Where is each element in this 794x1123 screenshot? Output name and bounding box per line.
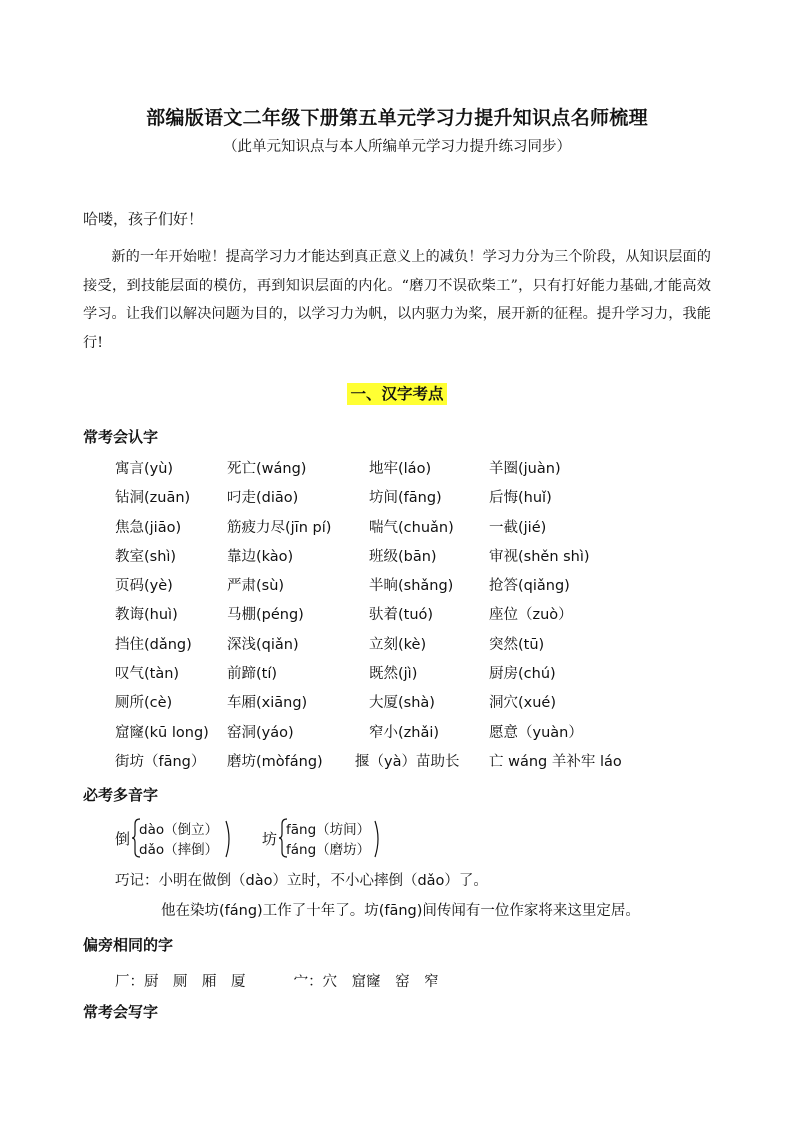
- memory-tip: 巧记：小明在做倒（dào）立时，不小心摔倒（dǎo）了。: [115, 873, 488, 889]
- word-item: 钻洞(zuān): [115, 490, 191, 507]
- memory-tip: 他在染坊(fáng)工作了十年了。坊(fāng)间传闻有一位作家将来这里定居。: [161, 903, 640, 919]
- word-row: [115, 516, 675, 545]
- right-paren-icon: [374, 820, 382, 858]
- polyphone-group: [115, 816, 245, 864]
- word-item: 前蹄(tí): [227, 666, 278, 683]
- greeting: 哈喽，孩子们好！: [83, 210, 204, 228]
- word-row: [115, 750, 675, 779]
- word-item: 寓言(yù): [115, 461, 174, 477]
- polyphone-char: 倒: [115, 830, 131, 848]
- word-item: 死亡(wáng): [227, 461, 307, 477]
- document-subtitle: （此单元知识点与本人所编单元学习力提升练习同步）: [223, 139, 571, 155]
- word-item: 后悔(huǐ): [489, 490, 552, 507]
- word-item: 大厦(shà): [369, 695, 435, 712]
- word-item: 厕所(cè): [115, 695, 173, 712]
- right-paren-icon: [225, 820, 233, 858]
- intro-paragraph: 新的一年开始啦！提高学习力才能达到真正意义上的减负！学习力分为三个阶段，从知识层面的接受，到技能层面的模仿，再到知识层面的内化。“磨刀不误砍柴工”，只有打好能力基础,才能高效学习。让我们以解决问题为目的，以学习力为帆，以内驱力为桨，展开新的征程。提升学习力，我能行!: [83, 249, 711, 351]
- word-item: 亡 wáng 羊补牢 láo: [489, 753, 622, 770]
- word-item: 靠边(kào): [227, 548, 294, 565]
- word-grid: [115, 457, 675, 779]
- word-item: 揠（yà）苗助长: [355, 753, 460, 770]
- word-item: 深浅(qiǎn): [227, 636, 299, 653]
- word-item: 焦急(jiāo): [115, 519, 182, 536]
- section-heading: [0, 382, 794, 404]
- polyphone-reading: fāng（坊间）: [286, 822, 371, 838]
- word-item: 喘气(chuǎn): [369, 519, 454, 536]
- word-item: 窄小(zhǎi): [369, 724, 440, 741]
- word-item: 驮着(tuó): [369, 607, 434, 624]
- word-item: 街坊（fāng）: [115, 753, 206, 770]
- word-item: 一截(jié): [489, 519, 547, 536]
- word-item: 严肃(sù): [227, 578, 285, 595]
- word-row: [115, 662, 675, 691]
- polyphone-heading: 必考多音字: [83, 786, 159, 804]
- word-item: 座位（zuò）: [489, 607, 573, 624]
- word-row: [115, 486, 675, 515]
- radical-heading: 偏旁相同的字: [83, 936, 174, 954]
- recognize-heading: 常考会认字: [83, 428, 159, 446]
- word-item: 磨坊(mòfáng): [227, 753, 323, 770]
- word-row: [115, 633, 675, 662]
- word-item: 叼走(diāo): [227, 490, 299, 507]
- word-row: [115, 574, 675, 603]
- word-item: 教诲(huì): [115, 607, 178, 624]
- word-item: 车厢(xiāng): [227, 695, 308, 712]
- word-item: 窟窿(kū long): [115, 724, 209, 741]
- section-heading-text: 一、汉字考点: [347, 383, 446, 405]
- word-item: 半晌(shǎng): [369, 578, 454, 595]
- polyphone-char: 坊: [262, 830, 278, 848]
- word-item: 马棚(péng): [227, 607, 304, 624]
- word-item: 审视(shěn shì): [489, 548, 590, 565]
- polyphone-group: [262, 816, 392, 864]
- word-item: 既然(jì): [369, 666, 418, 683]
- word-item: 窑洞(yáo): [227, 724, 294, 741]
- word-item: 班级(bān): [369, 548, 437, 565]
- word-item: 立刻(kè): [369, 636, 427, 653]
- polyphone-reading: dǎo（摔倒）: [139, 842, 219, 858]
- document-title: 部编版语文二年级下册第五单元学习力提升知识点名师梳理: [146, 107, 648, 129]
- word-item: 羊圈(juàn): [489, 461, 561, 477]
- polyphone-reading: fáng（磨坊）: [286, 842, 371, 858]
- word-item: 坊间(fāng): [369, 490, 442, 507]
- word-item: 厨房(chú): [489, 666, 556, 683]
- word-item: 洞穴(xué): [489, 695, 557, 712]
- word-row: [115, 457, 675, 486]
- word-row: [115, 691, 675, 720]
- word-item: 挡住(dǎng): [115, 636, 192, 653]
- word-item: 突然(tū): [489, 636, 545, 653]
- word-row: [115, 545, 675, 574]
- word-item: 筋疲力尽(jīn pí): [227, 519, 332, 536]
- radical-line: 厂：厨 厕 厢 厦 宀：穴 窟窿 窑 窄: [115, 974, 439, 990]
- write-heading: 常考会写字: [83, 1003, 159, 1021]
- word-item: 页码(yè): [115, 578, 173, 595]
- word-item: 叹气(tàn): [115, 666, 180, 683]
- word-item: 抢答(qiǎng): [489, 578, 570, 595]
- polyphone-reading: dào（倒立）: [139, 822, 219, 838]
- word-item: 愿意（yuàn）: [489, 724, 583, 741]
- word-item: 教室(shì): [115, 548, 177, 565]
- word-row: [115, 721, 675, 750]
- word-row: [115, 603, 675, 632]
- word-item: 地牢(láo): [369, 461, 432, 477]
